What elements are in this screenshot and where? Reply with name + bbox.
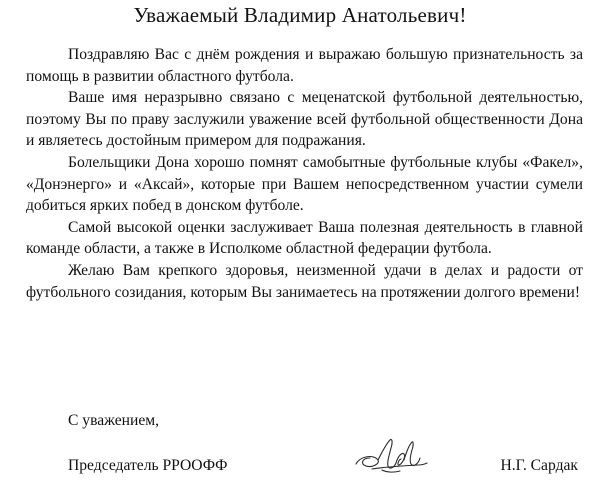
letter-paragraph-2: Ваше имя неразрывно связано с меценатской футбольной деятельностью, поэтому Вы по праву заслужили уважение всей футбольной общественности Дона и являетесь достойным примером для подражания. (26, 89, 583, 150)
letter-closing: С уважением, (68, 412, 160, 429)
letter-paragraph-4: Самой высокой оценки заслуживает Ваша полезная деятельность в главной команде области, а также в Исполкоме областной федерации футбола. (26, 218, 583, 258)
letter-paragraph-1: Поздравляю Вас с днём рождения и выражаю большую признательность за помощь в развитии областного футбола. (26, 46, 583, 85)
signatory-name: Н.Г. Сардак (500, 457, 578, 474)
letter-greeting: Уважаемый Владимир Анатольевич! (133, 3, 467, 27)
letter-paragraph-3: Болельщики Дона хорошо помнят самобытные футбольные клубы «Факел», «Донэнерго» и «Аксай», которые при Вашем непосредственном участии сумели добиться ярких побед в донском футболе. (26, 153, 583, 215)
letter-paragraph-5: Желаю Вам крепкого здоровья, неизменной удачи в делах и радости от футбольного созидания, которым Вы занимаетесь на протяжении долгого времени! (26, 261, 583, 301)
handwritten-signature-icon (352, 430, 430, 478)
letter-body (26, 44, 583, 303)
signatory-title: Председатель РРООФФ (68, 457, 228, 474)
